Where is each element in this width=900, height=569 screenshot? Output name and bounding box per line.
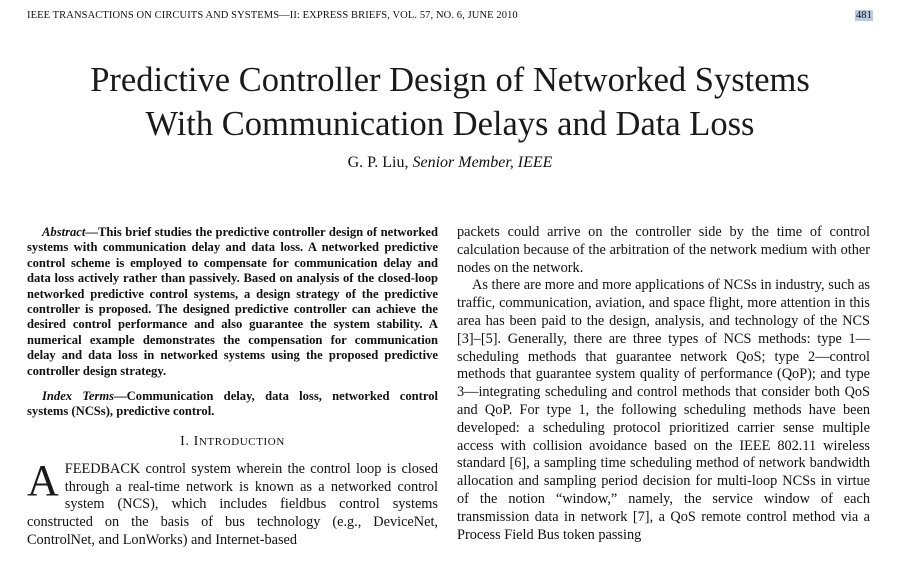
section-number: I. xyxy=(180,433,190,449)
running-header xyxy=(27,10,873,24)
right-column xyxy=(457,224,870,544)
author-name: G. P. Liu, xyxy=(347,154,409,171)
title-line-1: Predictive Controller Design of Networked Systems xyxy=(90,61,810,99)
abstract-label: Abstract xyxy=(42,225,86,239)
intro-text: FEEDBACK control system wherein the control loop is closed through a real-time network is known as a networked control system (NCS), which includes fieldbus control systems constructed on the basis of bus technology (e.g., DeviceNet, ControlNet, and LonWorks) and Internet-based xyxy=(27,460,438,549)
drop-cap: A xyxy=(27,455,59,505)
index-terms-label: Index Terms xyxy=(42,389,115,404)
journal-citation: IEEE TRANSACTIONS ON CIRCUITS AND SYSTEMS—II: EXPRESS BRIEFS, VOL. 57, NO. 6, JUNE 2010 xyxy=(27,10,518,21)
section-title-first-letter: I xyxy=(193,433,199,449)
right-paragraph-1: packets could arrive on the controller side by the time of control calculation because of the arbitration of the network medium with other nodes on the network. xyxy=(457,224,870,276)
section-title-rest: NTRODUCTION xyxy=(198,435,285,448)
author-role: Senior Member, IEEE xyxy=(412,154,553,171)
paper-title xyxy=(0,58,900,146)
abstract-text: —This brief studies the predictive controller design of networked systems with communication delay and data loss. A networked predictive control scheme is employed to compensate for communication delay and data loss actively rather than passively. Based on analysis of the closed-loop networked predictive control systems, a design strategy of the predictive controller is proposed. The designed predictive controller can achieve the desired control performance and also guarantee the system stability. A numerical example demonstrates the compensation for communication delay and data loss in networked systems using the proposed predictive controller design strategy. xyxy=(27,225,438,378)
section-heading-introduction xyxy=(27,434,438,450)
title-line-2: With Communication Delays and Data Loss xyxy=(145,105,755,143)
abstract xyxy=(27,225,438,379)
left-column xyxy=(27,225,438,550)
intro-paragraph xyxy=(27,455,438,550)
page-number[interactable]: 481 xyxy=(855,10,872,21)
right-paragraph-2: As there are more and more applications of NCSs in industry, such as traffic, communication, aviation, and space flight, more attention in this area has been paid to the design, analysis, and technology of the NCS [3]–[5]. Generally, there are three types of NCS methods: type 1—scheduling methods that guarantee network QoS; type 2—control methods that guarantee system quality of performance (QoP); and type 3—integrating scheduling and control methods that consider both QoS and QoP. For type 1, the following scheduling methods have been developed: a scheduling protocol prioritized carrier sense multiple access with collision avoidance based on the IEEE 802.11 wireless standard [6], a sampling time scheduling method of network bandwidth allocation and sampling period decision for multi-loop NCSs in virtue of the notion “window,” namely, the service window of each transmission data in network [7], a QoS remote control method via a Process Field Bus token passing xyxy=(457,277,870,543)
index-terms-text: —Communication delay, data loss, networked control systems (NCSs), predictive control. xyxy=(27,389,438,419)
author-line xyxy=(0,154,900,172)
index-terms xyxy=(27,389,438,420)
